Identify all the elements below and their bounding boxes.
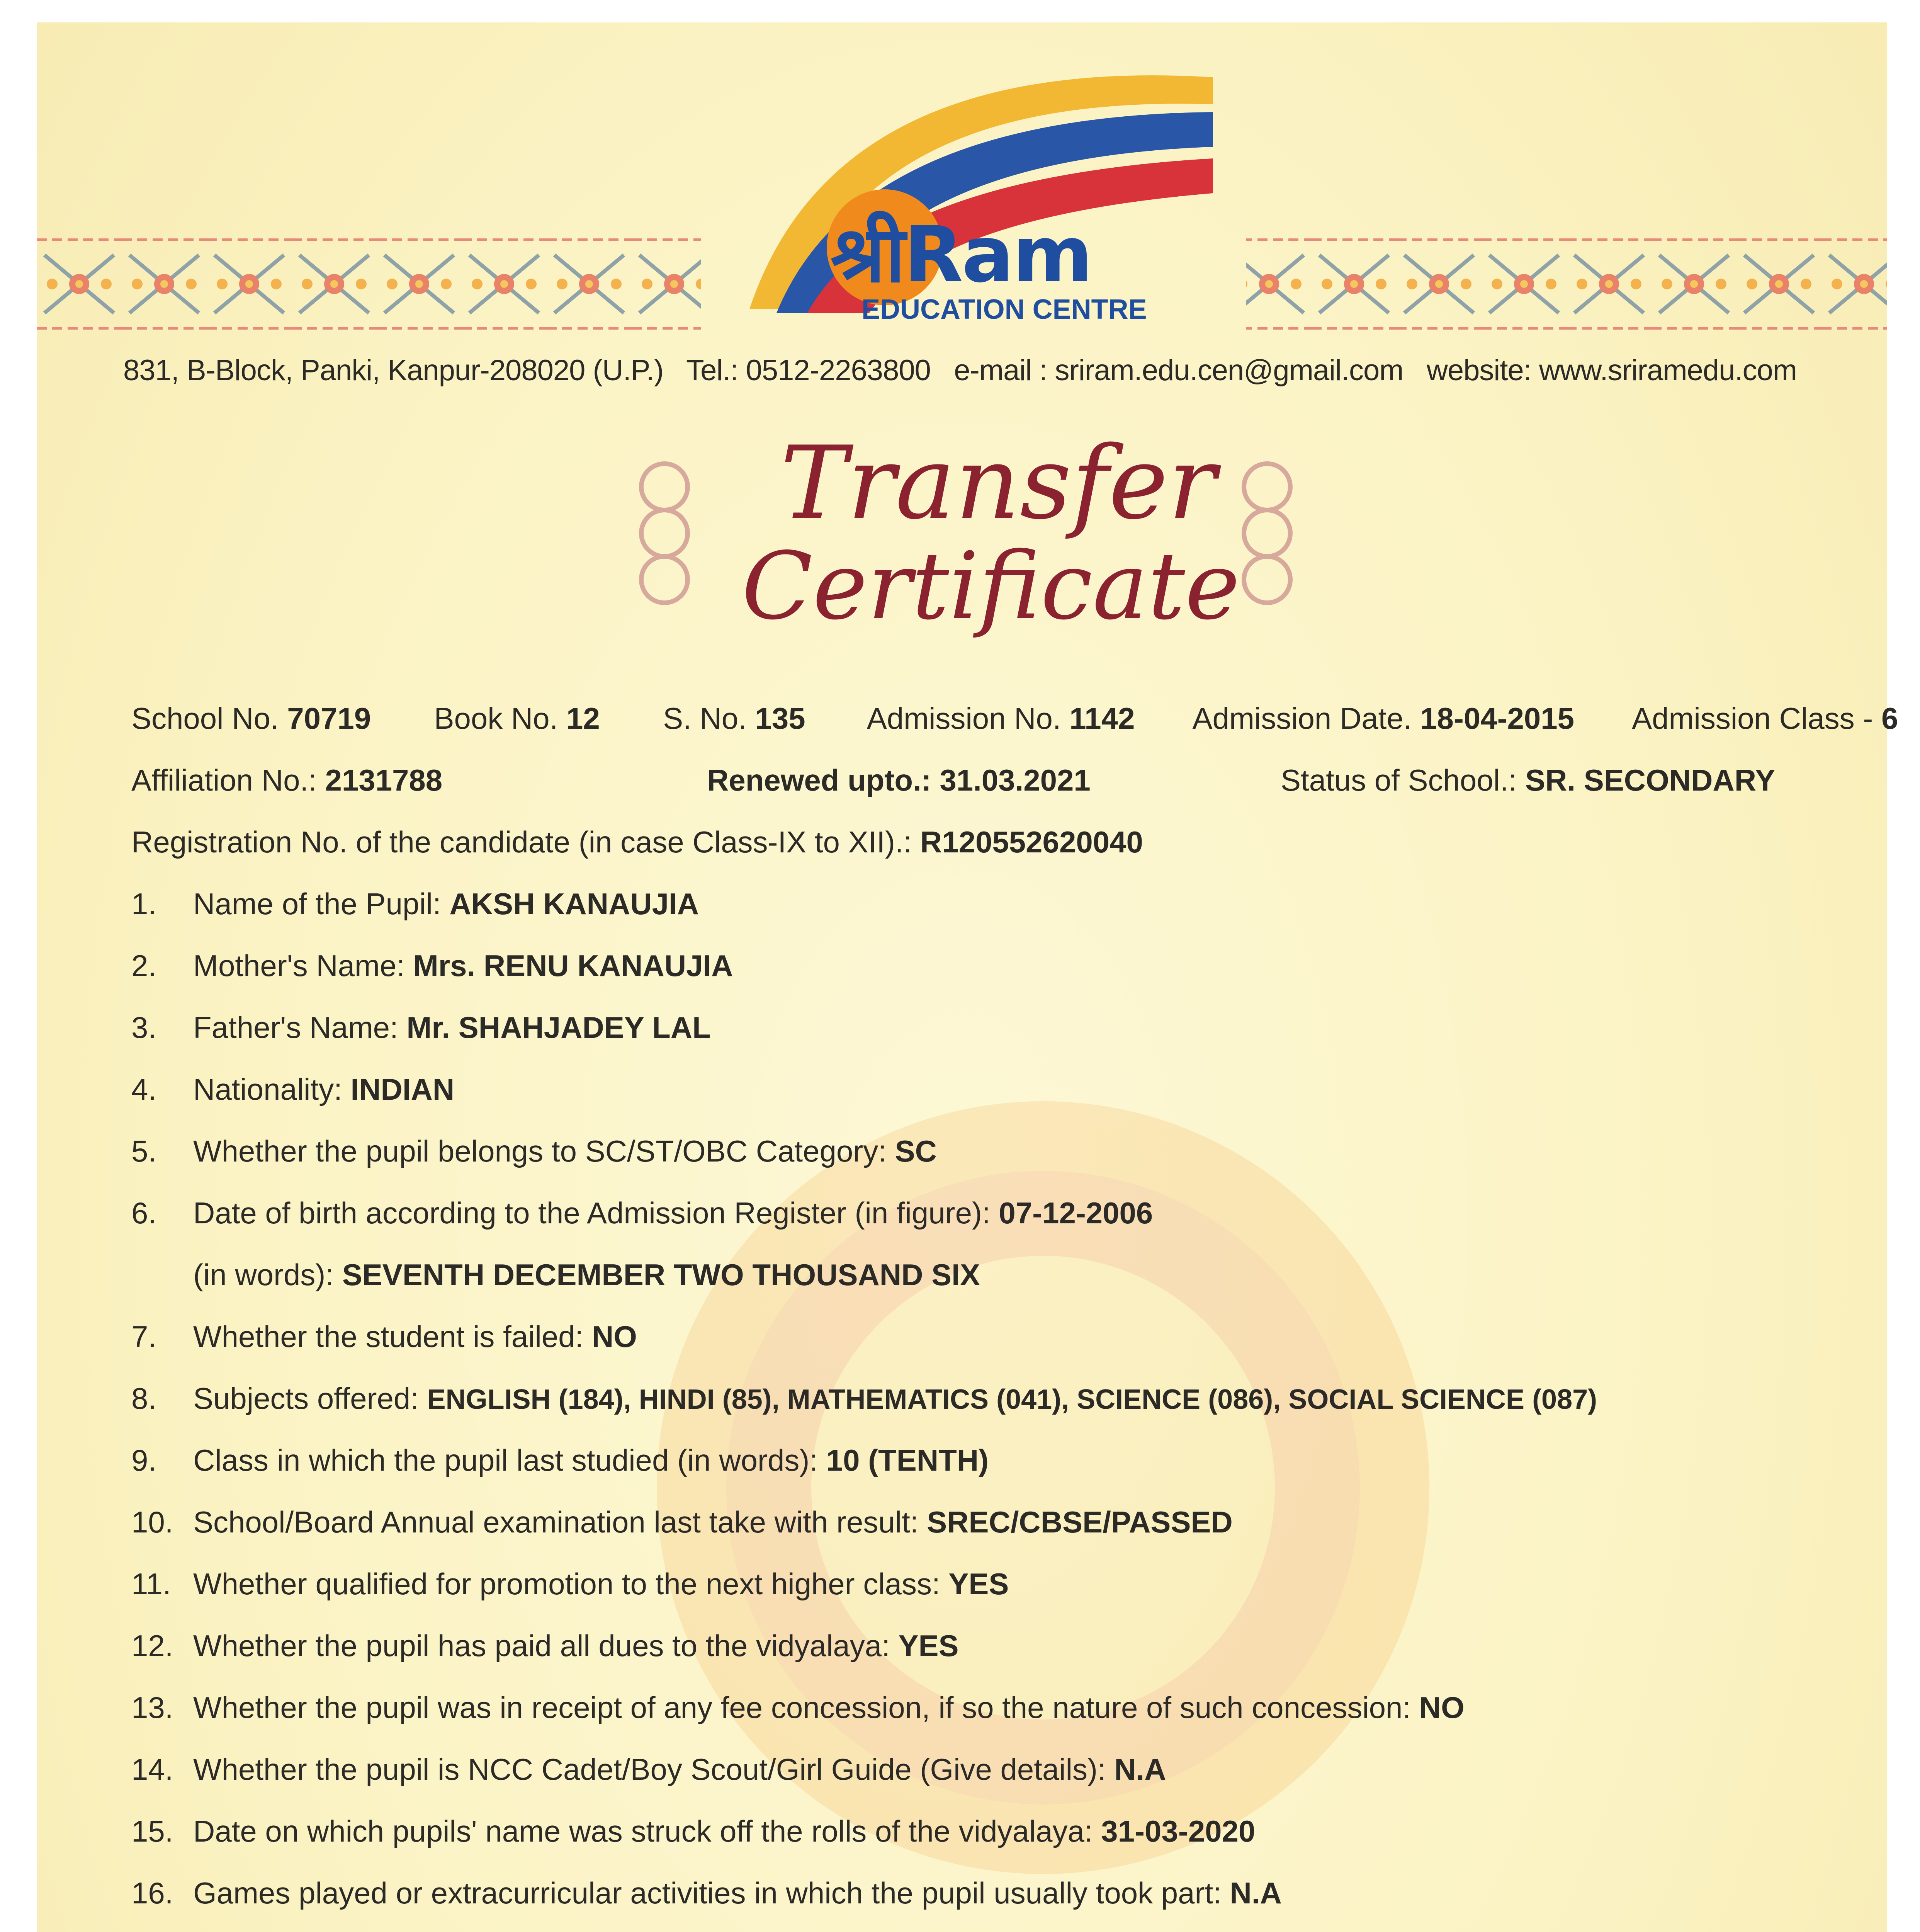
item-number: 3. [131, 1010, 157, 1044]
s-no-label: S. No. [663, 701, 747, 735]
item-value: AKSH KANAUJIA [449, 887, 699, 921]
item-value: SEVENTH DECEMBER TWO THOUSAND SIX [342, 1258, 980, 1292]
list-item [131, 951, 733, 981]
registration-row [131, 827, 1143, 857]
admission-no-value: 1142 [1069, 701, 1135, 735]
contact-line [0, 354, 1920, 387]
item-value: SC [895, 1134, 937, 1168]
item-number: 5. [131, 1134, 157, 1168]
school-email: e-mail : sriram.edu.cen@gmail.com [954, 354, 1403, 387]
logo-name: श्रीRam [831, 210, 1091, 300]
book-no-value: 12 [566, 701, 600, 735]
list-item [131, 1012, 711, 1043]
status-value: SR. SECONDARY [1525, 763, 1776, 797]
registration-value: R120552620040 [920, 825, 1143, 859]
school-telephone: Tel.: 0512-2263800 [686, 354, 931, 387]
list-item [131, 1445, 989, 1475]
certificate-title [618, 402, 1313, 672]
item-value: 31-03-2020 [1101, 1814, 1256, 1848]
item-number: 8. [131, 1381, 157, 1415]
item-number: 7. [131, 1320, 157, 1354]
item-number: 14. [131, 1752, 173, 1786]
school-logo-text [831, 210, 1217, 325]
item-value: Mr. SHAHJADEY LAL [406, 1010, 711, 1044]
list-item [131, 1260, 980, 1290]
school-address: 831, B-Block, Panki, Kanpur-208020 (U.P.) [123, 354, 664, 387]
school-info-row [131, 703, 1898, 733]
list-item [131, 1507, 1233, 1537]
school-no-value: 70719 [287, 701, 371, 735]
admission-no-label: Admission No. [867, 701, 1061, 735]
list-item [131, 1198, 1153, 1228]
list-item [131, 1136, 937, 1166]
item-number: 10. [131, 1505, 173, 1539]
renewed-upto: Renewed upto.: 31.03.2021 [707, 763, 1091, 797]
school-website: website: www.sriramedu.com [1426, 354, 1797, 387]
admission-class-label: Admission Class - [1632, 701, 1873, 735]
list-item [131, 1816, 1255, 1846]
item-value: NO [591, 1320, 637, 1354]
list-item [131, 1878, 1282, 1908]
item-value: INDIAN [350, 1072, 455, 1106]
item-number: 1. [131, 887, 157, 921]
item-label: Games played or extracurricular activities in which the pupil usually took part: [193, 1876, 1222, 1910]
item-value: Mrs. RENU KANAUJIA [413, 949, 733, 983]
watermark-sun-emblem [599, 1043, 1487, 1932]
item-number: 16. [131, 1876, 173, 1910]
item-label: Date of birth according to the Admission Register (in figure): [193, 1196, 991, 1230]
s-no-value: 135 [755, 701, 805, 735]
item-value: YES [948, 1567, 1009, 1601]
list-item [131, 1321, 637, 1352]
item-label: Whether the pupil was in receipt of any fee concession, if so the nature of such concession: [193, 1690, 1411, 1725]
list-item [131, 1631, 959, 1661]
book-no-label: Book No. [434, 701, 558, 735]
item-label: Subjects offered: [193, 1381, 419, 1415]
item-label: Whether the pupil has paid all dues to the vidyalaya: [193, 1629, 890, 1663]
affiliation-info [131, 765, 442, 795]
item-number: 2. [131, 949, 157, 983]
list-item [131, 1692, 1465, 1723]
item-value: 10 (TENTH) [826, 1443, 989, 1477]
item-value: YES [898, 1629, 959, 1663]
school-no-label: School No. [131, 701, 279, 735]
item-number: 12. [131, 1629, 173, 1663]
item-number: 15. [131, 1814, 173, 1848]
item-label: Nationality: [193, 1072, 342, 1106]
item-value: SREC/CBSE/PASSED [927, 1505, 1233, 1539]
list-item [131, 1074, 454, 1104]
title-flourish-right [1244, 464, 1290, 603]
admission-date-value: 18-04-2015 [1420, 701, 1575, 735]
item-label: Date on which pupils' name was struck off the rolls of the vidyalaya: [193, 1814, 1093, 1848]
admission-class-value: 6 [1881, 701, 1898, 735]
item-value: N.A [1230, 1876, 1282, 1910]
item-label: (in words): [193, 1258, 334, 1292]
list-item [131, 889, 699, 919]
affiliation-label: Affiliation No.: [131, 763, 317, 797]
item-label: Whether qualified for promotion to the next higher class: [193, 1567, 940, 1601]
item-label: Whether the pupil belongs to SC/ST/OBC Category: [193, 1134, 887, 1168]
list-item [131, 1754, 1166, 1784]
item-label: Class in which the pupil last studied (in words): [193, 1443, 818, 1477]
item-number: 11. [131, 1567, 171, 1601]
item-label: Whether the student is failed: [193, 1320, 584, 1354]
item-label: Name of the Pupil: [193, 887, 441, 921]
list-item [131, 1569, 1009, 1599]
item-label: School/Board Annual examination last take with result: [193, 1505, 919, 1539]
school-status [1281, 765, 1775, 795]
item-number: 9. [131, 1443, 157, 1477]
item-value: ENGLISH (184), HINDI (85), MATHEMATICS (041), SCIENCE (086), SOCIAL SCIENCE (087) [427, 1384, 1597, 1415]
status-label: Status of School.: [1281, 763, 1517, 797]
title-line-transfer: Transfer [780, 425, 1216, 542]
admission-date-label: Admission Date. [1192, 701, 1412, 735]
item-number: 13. [131, 1690, 173, 1725]
item-value: NO [1419, 1690, 1465, 1725]
item-number: 6. [131, 1196, 157, 1230]
logo-subtitle: EDUCATION CENTRE [861, 294, 1147, 325]
item-label: Whether the pupil is NCC Cadet/Boy Scout/Girl Guide (Give details): [193, 1752, 1106, 1786]
title-flourish-left [641, 464, 688, 603]
item-value: N.A [1114, 1752, 1166, 1786]
item-value: 07-12-2006 [999, 1196, 1153, 1230]
list-item [131, 1383, 1597, 1413]
item-label: Mother's Name: [193, 949, 405, 983]
item-label: Father's Name: [193, 1010, 398, 1044]
title-line-certificate: Certificate [742, 532, 1240, 640]
item-number: 4. [131, 1072, 157, 1106]
affiliation-value: 2131788 [325, 763, 443, 797]
registration-label: Registration No. of the candidate (in case Class-IX to XII).: [131, 825, 912, 859]
